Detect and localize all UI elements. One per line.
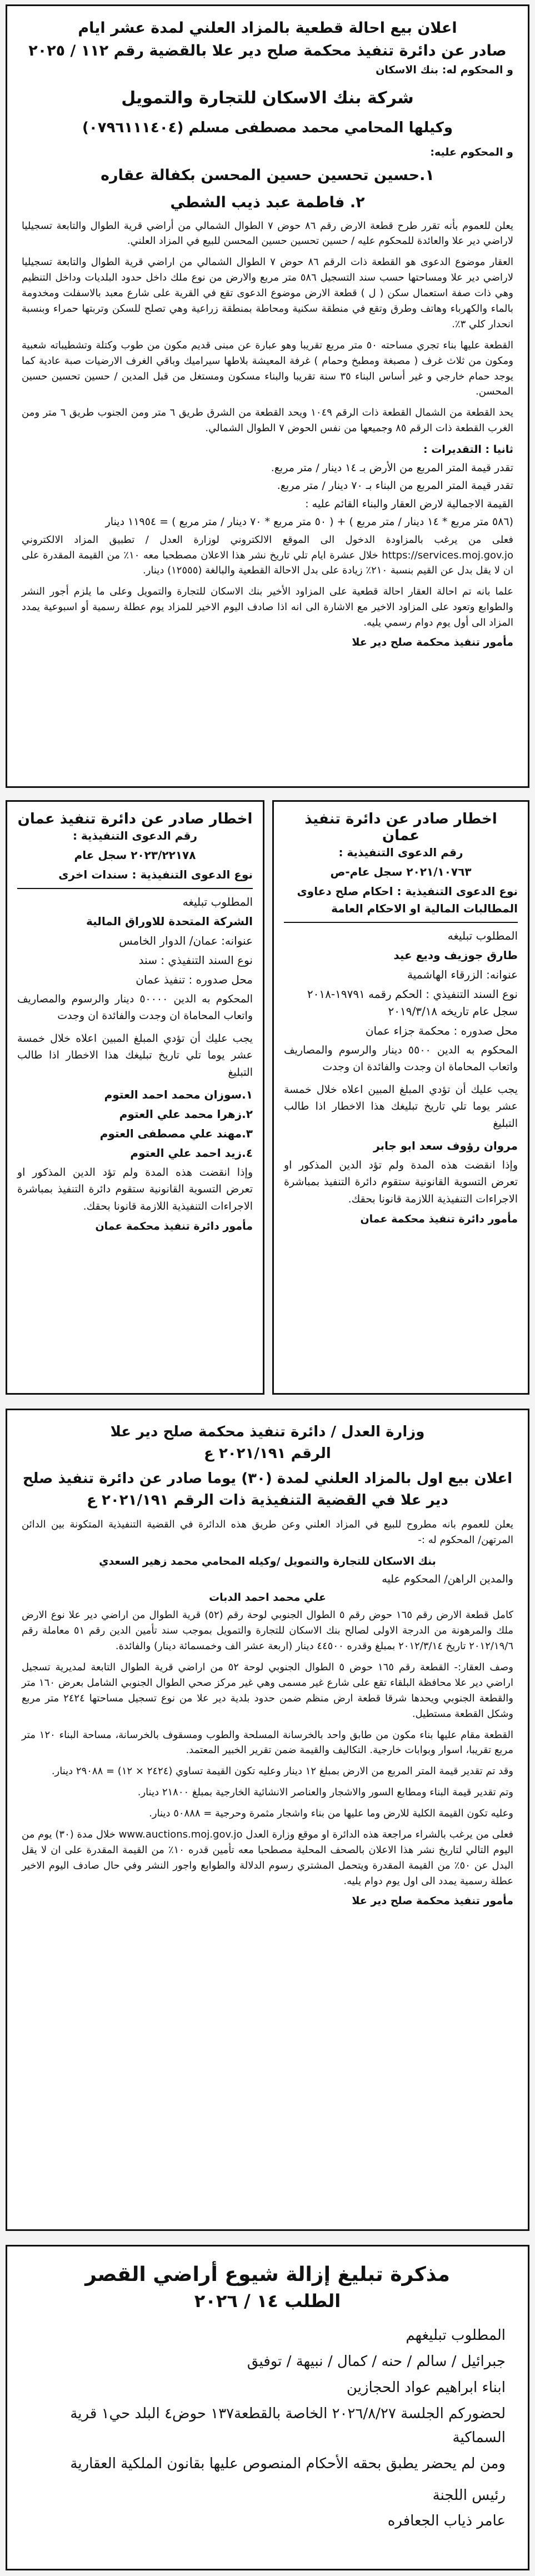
closing-paragraph: فعلى من يرغب بالمزاودة الدخول الى الموقع الالكتروني لوزارة العدل / تطبيق المزاد الالكتروني https://services.moj.gov.jo خلال عشرة ايام تلي تاريخ نشر هذا الاعلان مصطحبا معه ١٠٪ من القيمة المقدرة على ان لا يقل بدل عن القيم بنسبة ٢١٠٪ زيادة على بدل الاحالة القطعية والبالغة (١٢٥٥٥) دينار. [22,533,514,577]
claimant-label: و المحكوم له: بنك الاسكان [376,64,513,76]
names-line: جبرائيل / سالم / حنه / كمال / نبيهة / توفيق [247,2353,506,2370]
closing-paragraph: علما بانه تم احالة العقار احالة قطعية على المزاود الأخير بنك الاسكان للتجارة والتمويل وعلى ما يلزم أجور النشر والطوابع وتعود على المزاود الاخير مع الاشارة الى انه اذا صادف اليوم الاخير للمزاد يوم عطلة رسمية أو اسبوعية يمدد المزاد الى أول يوم دوام رسمي يليه. [22,586,513,629]
valuation-line: (٥٨٦ متر مربع * ١٤ دينار / متر مربع ) + ( ٥٠ متر مربع * ٧٠ دينار / متر مربع ) = ١١٩٥٤ دينار [105,516,513,528]
paragraph: وعليه تكون القيمة الكلية للارض وما عليها من بناء واشجار مثمرة وحرجية = ٥٠٨٨٨ دينار. [149,1808,513,1820]
valuation-line: تقدر قيمة المتر المربع من البناء بـ ٧٠ دينار / متر مربع. [277,480,513,492]
claimant: ١.سوزان محمد احمد العتوم [104,1087,253,1101]
defendant-label: و المحكوم عليه: [430,146,513,158]
notice-subtitle: صادر عن دائرة تنفيذ محكمة صلح دير علا بالقضية رقم ١١٢ / ٢٠٢٥ [28,42,507,59]
law-line: ومن لم يحضر يطبق بحقه الأحكام المنصوص عليها بقانون الملكية العقارية [70,2455,506,2472]
paragraph: يعلن للعموم بأنه تقرر طرح قطعة الارض رقم ٨٦ حوض ٧ الطوال الشمالي من أراضي قرية الطوال والتابعة تسجيليا لاراضي دير علا والعائدة للمحكوم عليه / حسين تحسين حسين المحسن للبيع في المزاد العلني. [22,219,513,247]
to-label: المطلوب تبليغهم [406,2327,506,2344]
to-label: المطلوب تبليغه [182,895,253,908]
paragraph: العقار موضوع الدعوى هو القطعة ذات الرقم ٨٦ حوض ٧ الطوال الشمالي من اراضي قرية الطوال والتابعة تسجيليا لاراضي دير علا ومساحتها حسب سند التسجيل ٥٨٦ متر مربع والارض من نوع ملك داخل حدود البلديات وداخل التنظيم وهي ذات صفة استعمال سكن ( ل ) قطعة الارض موضوع الدعوى تقع في القرية على شارع معبد بالاسفلت ومخدومة بالماء والكهرباء وهاتف وطرق وتقع في منطقة سكنية ومحاطة بمنطقة زراعية وهي تصلح للسكن وتربتها حمراء وبنسبة انحدار كلي ٣٪. [22,256,514,330]
ministry-heading: وزارة العدل / دائرة تنفيذ محكمة صلح دير علا [110,1424,425,1440]
detail-line: نوع السند التنفيذي : سند [138,953,253,967]
creditor: بنك الاسكان للتجارة والتمويل /وكيله المحامي محمد زهير السعدي [99,1555,436,1567]
signature: مأمور تنفيذ محكمة صلح دير علا [352,1894,513,1907]
case-label: رقم الدعوى التنفيذية : [72,829,198,842]
paragraph: القطعة مقام عليها بناء مكون من طابق واحد بالخرسانة المسلحة والطوب ومسقوف بالخرسانة، مساحة البناء ١٢٠ متر مربع تقريبا، اسوار وبوابات خارجية. التكاليف والقيمة ضمن تقرير الخبير المعتمد. [22,1729,513,1756]
case-type: نوع الدعوى التنفيذية : سندات اخرى [58,868,253,881]
session-line: لحضوركم الجلسة ٢٠٢٦/٨/٢٧ الخاصة بالقطعة١٣٧ حوض٤ البلد حي١ قرية السماكية [70,2405,506,2446]
amount: المحكوم به الدين ٥٥٠٠ دينار والرسوم والمصاريف واتعاب المحاماة ان وجدت والفائدة ان وجدت [284,1044,518,1074]
paragraph: كامل قطعة الارض رقم ١٦٥ حوض رقم ٥ الطوال الجنوبي لوحة رقم (٥٢) قرية الطوال من اراضي دير علا نوع الارض ملك والمرهونة من الدرجة الاولى لصالح بنك الاسكان للتجارة والتمويل بموجب سند تأمين الدين رقم ٥١ معاملة رقم ٢٠١٢/١٩/٦ تاريخ ٢٠١٢/٣/١٤ بمبلغ وقدره ٤٤٥٠٠ دينار (اربعة عشر الف وخمسمائة دينار) والفائدة. [22,1609,514,1653]
body-paragraph: يجب عليك أن تؤدي المبلغ المبين اعلاه خلال خمسة عشر يوما تلي تاريخ تبليغك هذا الاخطار اذا طالب التبليغ [17,1032,253,1079]
paragraph: يحد القطعة من الشمال القطعة ذات الرقم ١٠٤٩ ويحد القطعة من الشرق طريق ٦ متر ومن الجنوب طريق ٦ متر ومن الغرب القطعة ذات الرقم ٨٥ وجميعها من نفس الحوض ٧ الطوال الشمالي. [22,407,513,435]
creditor-name: مروان رؤوف سعد ابو جابر [373,1139,518,1152]
auction-notice-deir-alla [6,4,529,788]
case-label: رقم الدعوى التنفيذية : [338,846,463,859]
notice-title: اخطار صادر عن دائرة تنفيذ عمان [304,811,497,844]
notice-title: اعلان بيع احالة قطعية بالمزاد العلني لمدة عشر ايام [78,19,457,37]
case-number: ٢٠٢١/١٠٧٦٣ سجل عام-ص [330,865,472,878]
signature: مأمور دائرة تنفيذ محكمة عمان [95,1220,253,1233]
signature: مأمور دائرة تنفيذ محكمة عمان [360,1213,518,1226]
claimant: ٣.مهند علي مصطفى العتوم [99,1126,253,1140]
partition-notice [6,2245,529,2570]
claimant: ٢.زهرا محمد علي العتوم [119,1107,253,1121]
valuation-line: تقدر قيمة المتر المربع من الأرض بـ ١٤ دينار / متر مربع. [271,461,513,474]
amount: المحكوم به الدين ٥٠٠٠٠ دينار والرسوم والمصاريف واتعاب المحاماة ان وجدت والفائدة ان وجدت [17,993,253,1022]
request-number: الطلب ١٤ / ٢٠٢٦ [194,2290,341,2312]
closing-paragraph: وإذا انقضت هذه المدة ولم تؤد الدين المذكور او تعرض التسوية القانونية ستقوم دائرة التنفيذ بمباشرة الاجراءات التنفيذية اللازمة قانونا بحقك. [17,1166,253,1212]
claimant: ٤.زيد احمد علي العتوم [130,1146,253,1160]
divider [17,888,253,889]
case-number: ٢٠٢٣/٢٢١٧٨ سجل عام [74,848,196,862]
to-label: المطلوب تبليغه [447,929,518,942]
to-name: طارق جوزيف وديع عيد [393,948,518,962]
chair-name: عامر ذياب الجعافره [387,2513,506,2530]
body-paragraph: وإذا انقضت هذه المدة ولم تؤد الدين المذكور او تعرض التسوية القانونية ستقوم دائرة التنفيذ بمباشرة الاجراءات التنفيذية اللازمة قانونا بحقك. [284,1159,518,1205]
defendant-1: ١.حسين تحسين حسين المحسن بكفالة عقاره [101,167,434,184]
detail-line: محل صدوره : محكمة جزاء عمان [365,1024,518,1037]
paragraph: وقد تم تقدير قيمة المتر المربع من الارض بمبلغ ١٢ دينار وعليه تكون القيمة تساوي (٢٤٢٤ × ١٢) = ٢٩٠٨٨ دينار. [51,1765,513,1778]
agent-name: وكيلها المحامي محمد مصطفى مسلم (٠٧٩٦١١١٤٠٤) [82,119,453,136]
notice-title: مذكرة تبليغ إزالة شيوع أراضي القصر [85,2263,450,2286]
paragraph: وصف العقار:- القطعة رقم ١٦٥ حوض ٥ الطوال الجنوبي لوحة ٥٢ من اراضي قرية الطوال التابعة لمديرية تسجيل اراضي دير علا محافظة البلقاء تقع على شارع غير مسمى وهي غير مركز صحي الطوال الجنوبي الشامل بعرض ١٦٠ متر والقطعة الجنوبي ويحدها شرقا قطعة ارض منظم ضمن حدود بلدية دير علا من نوع تسجيل مساحتها ٢٤٢٤ متر مربع وشكل القطعة مستطيل. [22,1661,513,1720]
debtor-label: والمدين الراهن/ المحكوم عليه [382,1573,513,1586]
debtor: علي محمد احمد الدبات [209,1591,326,1604]
detail-line: نوع السند التنفيذي : الحكم رقمه ١٩٧٩١-٢٠١٨ سجل عام تاريخه ٢٠١٩/٣/١٨ [307,987,518,1018]
case-reference: الرقم ٢٠٢١/١٩١ ع [204,1445,331,1462]
detail-line: محل صدوره : تنفيذ عمان [136,973,253,986]
notice-title: اعلان بيع اول بالمزاد العلني لمدة (٣٠) يوما صادر عن دائرة تنفيذ صلح دير علا في القضية التنفيذية ذات الرقم ٢٠٢١/١٩١ ع [22,1470,513,1509]
valuation-line: القيمة الاجمالية لارض العقار والبناء القائم عليه : [305,497,513,510]
defendant-2: ٢. فاطمة عبد ذيب الشطي [170,194,365,212]
execution-notice-amman-1 [272,800,529,1395]
bank-name: شركة بنك الاسكان للتجارة والتمويل [121,88,414,108]
to-name: الشركة المتحدة للاوراق المالية [86,915,253,928]
signature: مأمور تنفيذ محكمة صلح دير علا [352,636,513,648]
intro: يعلن للعموم بانه مطروح للبيع في المزاد العلني وعن طريق هذه الدائرة في القضية التنفيذية المتكونة بين الدائن المرتهن/ المحكوم له :- [22,1519,513,1546]
paragraph: القطعة عليها بناء تجري مساحته ٥٠ متر مربع تقريبا وهو عبارة عن مبنى قديم مكون من طوب وكتلة وتشطيباته شعبية ومكون من ثلاث غرف ( مصبغة ومطبخ وحمام ) غرفة المعيشة بلاطها سيراميك وباقي الغرف الارضيات صبة عادية كما يوجد حمام خارجي و غير أساس البناء ٣٥ سنة تقريبا والبناء مسكون ومستغل من قبل المدين / حسين تحسين حسين المحسن. [22,339,513,398]
names-line: ابناء ابراهيم عواد الحجازين [346,2379,506,2396]
paragraph: فعلى من يرغب بالشراء مراجعة هذه الدائرة او موقع وزارة العدل www.auctions.moj.gov.jo خلال مدة (٣٠) يوم من اليوم التالي لتاريخ نشر هذا الاعلان بالصحف المحلية مصطحبا معه تأمين قدره ١٠٪ من القيمة المقدرة على ان لا يقل البدل عن ٥٠٪ من القيمة المقدرة ويتحمل المشتري رسوم الدلالة والطوابع واجور النشر وفي حال صادف اليوم الاخير عطلة رسمية يمدد الى اول يوم دوام يليه. [22,1828,513,1887]
address: عنوانه: الزرقاء الهاشمية [407,968,518,981]
valuation-title: ثانيا : التقديرات : [423,443,513,456]
notice-title: اخطار صادر عن دائرة تنفيذ عمان [17,811,253,827]
divider [284,922,518,923]
case-type: نوع الدعوى التنفيذية : احكام صلح دعاوى المطالبات المالية او الاحكام العامة [297,885,518,915]
paragraph: وتم تقدير قيمة البناء ومطابع السور والاشجار والعناصر الانشائية الخارجية بمبلغ ٢١٨٠٠ دينار. [137,1786,513,1799]
chair-label: رئيس اللجنة [432,2487,506,2504]
execution-notice-amman-2 [6,800,264,1395]
body-paragraph: يجب عليك أن تؤدي المبلغ المبين اعلاه خلال خمسة عشر يوما تلي تاريخ تبليغك هذا الاخطار اذا طالب التبليغ [284,1083,518,1130]
address: عنوانه: عمان/ الدوار الخامس [119,934,253,947]
auction-notice-first-sale [6,1409,529,2231]
